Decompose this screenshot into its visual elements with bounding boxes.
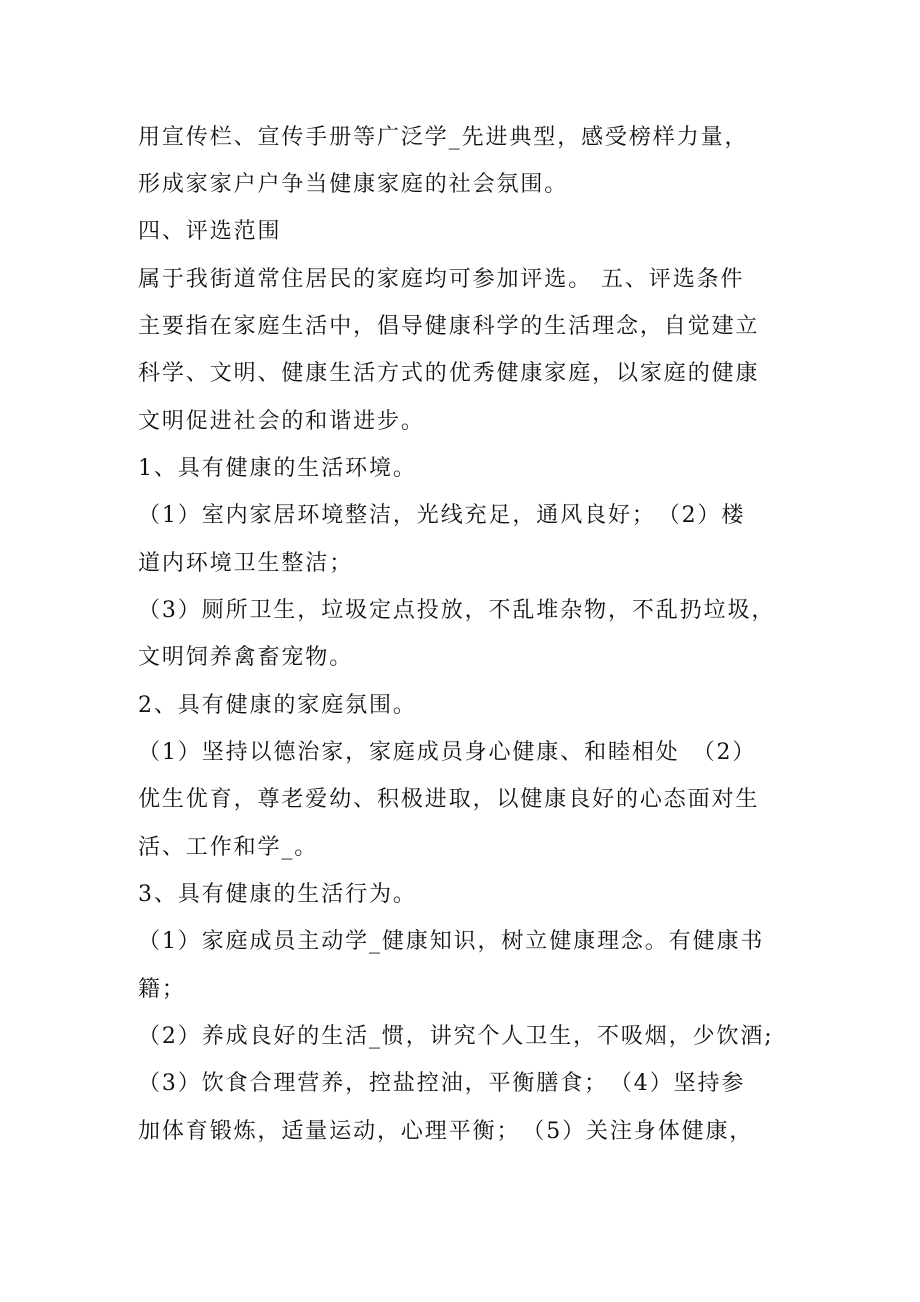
text-line: 3、具有健康的生活行为。	[138, 882, 417, 907]
text-line: （2）养成良好的生活_惯，讲究个人卫生，不吸烟，少饮酒;	[138, 1024, 774, 1049]
text-line: （1）室内家居环境整洁，光线充足，通风良好； （2）楼	[138, 503, 746, 528]
text-line: （3）饮食合理营养，控盐控油，平衡膳食； （4）坚持参	[138, 1071, 746, 1096]
text-line: 文明饲养禽畜宠物。	[138, 645, 354, 670]
text-line: 属于我街道常住居民的家庭均可参加评选。 五、评选条件	[138, 267, 745, 292]
text-line: 文明促进社会的和谐进步。	[138, 409, 425, 434]
text-line: 形成家家户户争当健康家庭的社会氛围。	[138, 172, 569, 197]
text-line: 用宣传栏、宣传手册等广泛学_先进典型，感受榜样力量，	[138, 125, 749, 150]
text-line: （1）家庭成员主动学_健康知识，树立健康理念。有健康书	[138, 929, 765, 954]
text-line: 科学、文明、健康生活方式的优秀健康家庭，以家庭的健康	[138, 361, 760, 386]
text-line: 加体育锻炼，适量运动，心理平衡； （5）关注身体健康，	[138, 1119, 754, 1144]
text-line: 籍；	[138, 977, 186, 1002]
text-line: 优生优育，尊老爱幼、积极进取，以健康良好的心态面对生	[138, 787, 760, 812]
text-line: 1、具有健康的生活环境。	[138, 456, 417, 481]
text-line: （3）厕所卫生，垃圾定点投放，不乱堆杂物，不乱扔垃圾，	[138, 598, 776, 623]
text-line: 道内环境卫生整洁；	[138, 551, 354, 576]
section-heading: 四、评选范围	[138, 219, 282, 244]
text-line: （1）坚持以德治家，家庭成员身心健康、和睦相处 （2）	[138, 740, 757, 765]
text-line: 主要指在家庭生活中，倡导健康科学的生活理念，自觉建立	[138, 314, 760, 339]
text-line: 活、工作和学_。	[138, 835, 319, 860]
text-line: 2、具有健康的家庭氛围。	[138, 693, 417, 718]
